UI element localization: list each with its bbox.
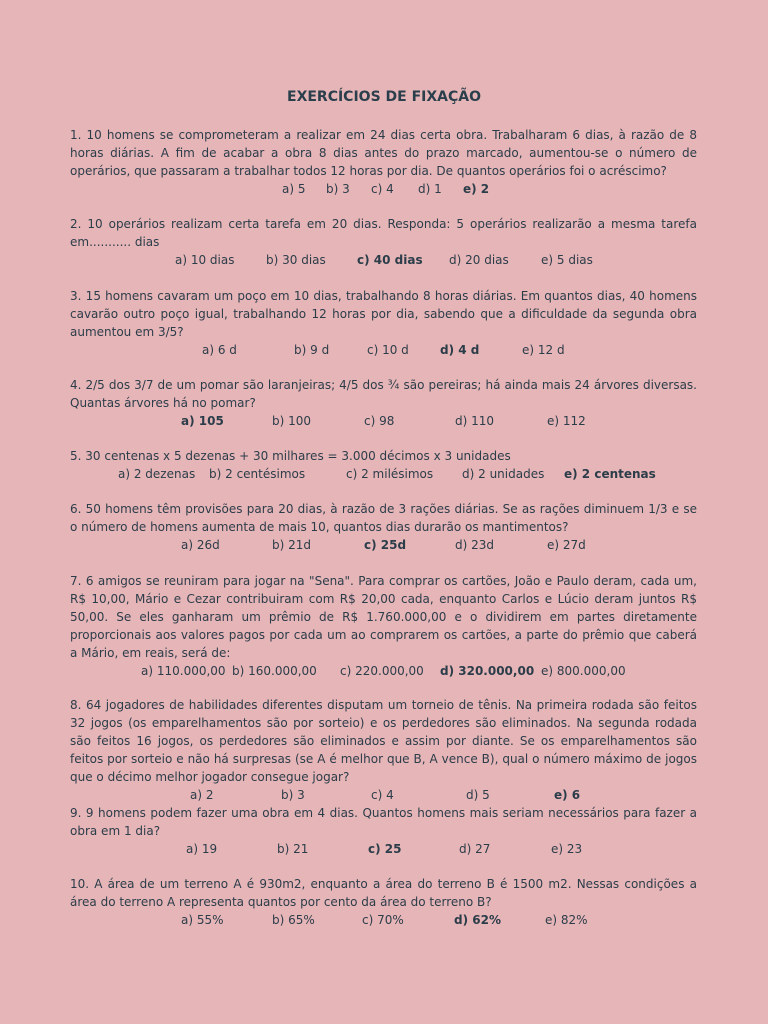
answer-option-correct: e) 6	[554, 788, 581, 802]
answer-option: b) 2 centésimos	[209, 467, 306, 481]
answer-option: b) 3	[281, 788, 305, 802]
answer-option: b) 160.000,00	[232, 664, 317, 678]
answer-options	[70, 251, 697, 269]
answer-option: b) 21d	[272, 538, 311, 552]
answer-option: a) 55%	[181, 913, 224, 927]
answer-option-correct: e) 2 centenas	[564, 467, 656, 481]
answer-option: a) 6 d	[202, 343, 237, 357]
answer-option-correct: c) 25d	[364, 538, 407, 552]
answer-options	[70, 341, 697, 359]
question-10	[70, 875, 697, 929]
answer-option-correct: c) 25	[368, 842, 402, 856]
answer-options	[70, 536, 697, 554]
answer-option: a) 26d	[181, 538, 220, 552]
question-text: 10. A área de um terreno A é 930m2, enquanto a área do terreno B é 1500 m2. Nessas condições a área do terreno A representa quantos por cento da área do terreno B?	[70, 877, 697, 909]
answer-options	[70, 412, 697, 430]
answer-option: b) 3	[326, 182, 350, 196]
question-text: 7. 6 amigos se reuniram para jogar na "Sena". Para comprar os cartões, João e Paulo deram, cada um, R$ 10,00, Mário e Cezar contribuiram com R$ 20,00 cada, enquanto Carlos e Lúcio deram juntos R$ 50,00. Se eles ganharam um prêmio de R$ 1.760.000,00 e o dividirem em partes diretamente proporcionais aos valores pagos por cada um ao comprarem os cartões, a parte do prêmio que caberá a Mário, em reais, será de:	[70, 574, 697, 660]
answer-option: e) 27d	[547, 538, 586, 552]
question-text: 6. 50 homens têm provisões para 20 dias, à razão de 3 rações diárias. Se as rações diminuem 1/3 e se o número de homens aumenta de mais 10, quantos dias durarão os mantimentos?	[70, 502, 697, 534]
answer-option: d) 20 dias	[449, 253, 509, 267]
answer-option: e) 23	[551, 842, 583, 856]
answer-option: a) 10 dias	[175, 253, 235, 267]
answer-option: b) 21	[277, 842, 309, 856]
question-5	[70, 447, 697, 483]
question-text: 4. 2/5 dos 3/7 de um pomar são laranjeiras; 4/5 dos ¾ são pereiras; há ainda mais 24 árvores diversas. Quantas árvores há no pomar?	[70, 378, 697, 410]
question-4	[70, 376, 697, 430]
answer-option: b) 100	[272, 414, 312, 428]
answer-option-correct: d) 320.000,00	[440, 664, 535, 678]
answer-option-correct: d) 62%	[454, 913, 501, 927]
answer-option: c) 10 d	[367, 343, 409, 357]
question-2	[70, 215, 697, 269]
question-text: 3. 15 homens cavaram um poço em 10 dias, trabalhando 8 horas diárias. Em quantos dias, 40 homens cavarão outro poço igual, trabalhando 12 horas por dia, sabendo que a dificuldade da segunda obra aumentou em 3/5?	[70, 289, 697, 339]
answer-option-correct: a) 105	[181, 414, 224, 428]
answer-option: c) 4	[371, 182, 394, 196]
answer-option: c) 4	[371, 788, 394, 802]
answer-option: e) 82%	[545, 913, 588, 927]
question-text: 1. 10 homens se comprometeram a realizar em 24 dias certa obra. Trabalharam 6 dias, à razão de 8 horas diárias. A fim de acabar a obra 8 dias antes do prazo marcado, aumentou-se o número de operários, que passaram a trabalhar todos 12 horas por dia. De quantos operários foi o acréscimo?	[70, 128, 697, 178]
answer-option: d) 23d	[455, 538, 494, 552]
answer-option: e) 112	[547, 414, 586, 428]
question-text: 2. 10 operários realizam certa tarefa em 20 dias. Responda: 5 operários realizarão a mesma tarefa em........... dias	[70, 217, 697, 249]
answer-option: a) 2 dezenas	[118, 467, 196, 481]
answer-options	[70, 911, 697, 929]
question-3	[70, 287, 697, 359]
answer-option-correct: d) 4 d	[440, 343, 480, 357]
question-text: 8. 64 jogadores de habilidades diferentes disputam um torneio de tênis. Na primeira rodada são feitos 32 jogos (os emparelhamentos são por sorteio) e os perdedores são eliminados. Na segunda rodada são feitos 16 jogos, os perdedores são eliminados e assim por diante. Se os emparelhamentos são feitos por sorteio e não há surpresas (se A é melhor que B, A vence B), qual o número máximo de jogos que o décimo melhor jogador consegue jogar?	[70, 698, 697, 784]
question-text: 9. 9 homens podem fazer uma obra em 4 dias. Quantos homens mais seriam necessários para fazer a obra em 1 dia?	[70, 806, 697, 838]
question-8	[70, 696, 697, 804]
question-6	[70, 500, 697, 554]
answer-options	[70, 180, 697, 198]
answer-option: d) 2 unidades	[462, 467, 545, 481]
answer-option: e) 800.000,00	[541, 664, 626, 678]
answer-option: c) 70%	[362, 913, 404, 927]
answer-option: d) 5	[466, 788, 490, 802]
answer-option: e) 5 dias	[541, 253, 593, 267]
answer-option: a) 5	[282, 182, 306, 196]
question-9	[70, 804, 697, 858]
answer-option: a) 19	[186, 842, 218, 856]
answer-option: b) 9 d	[294, 343, 330, 357]
answer-option: b) 65%	[272, 913, 315, 927]
answer-option: c) 98	[364, 414, 395, 428]
answer-option: a) 110.000,00	[141, 664, 226, 678]
answer-options	[70, 840, 697, 858]
answer-option: b) 30 dias	[266, 253, 326, 267]
answer-options	[70, 465, 697, 483]
answer-option: a) 2	[190, 788, 214, 802]
question-text: 5. 30 centenas x 5 dezenas + 30 milhares = 3.000 décimos x 3 unidades	[70, 449, 511, 463]
answer-option: c) 220.000,00	[340, 664, 424, 678]
answer-option: d) 27	[459, 842, 491, 856]
answer-option: e) 12 d	[522, 343, 565, 357]
answer-option: d) 1	[418, 182, 442, 196]
answer-options	[70, 786, 697, 804]
answer-option: c) 2 milésimos	[346, 467, 434, 481]
answer-option-correct: c) 40 dias	[357, 253, 423, 267]
question-7	[70, 572, 697, 680]
page-title: EXERCÍCIOS DE FIXAÇÃO	[287, 89, 481, 105]
answer-option-correct: e) 2	[463, 182, 490, 196]
answer-options	[70, 662, 697, 680]
question-1	[70, 126, 697, 198]
answer-option: d) 110	[455, 414, 495, 428]
